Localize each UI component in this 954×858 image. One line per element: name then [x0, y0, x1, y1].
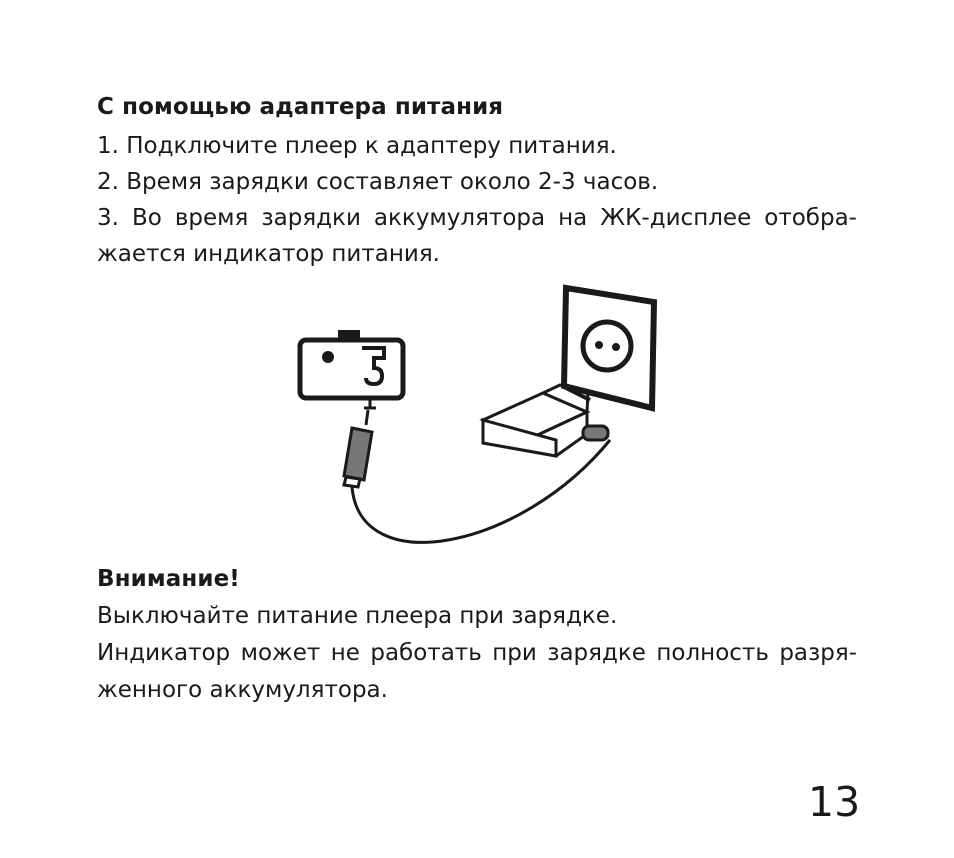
step-3: 3. Во время зарядки аккумулятора на ЖК-дисплее отобра- — [97, 205, 857, 231]
warning-line-3: женного аккумулятора. — [97, 677, 388, 703]
warning-line-1: Выключайте питание плеера при зарядке. — [97, 603, 618, 629]
power-adapter-icon — [483, 385, 608, 456]
cable-icon — [352, 440, 610, 542]
player-icon — [300, 330, 403, 398]
usb-plug-icon — [344, 398, 376, 487]
charging-illustration — [290, 280, 670, 560]
step-2: 2. Время зарядки составляет около 2-3 часов. — [97, 169, 659, 195]
section-heading-adapter: С помощью адаптера питания — [97, 94, 504, 120]
step-3-continued: жается индикатор питания. — [97, 241, 440, 267]
warning-line-2: Индикатор может не работать при зарядке полность разря- — [97, 640, 857, 666]
page-number: 13 — [808, 778, 861, 826]
section-heading-warning: Внимание! — [97, 566, 240, 592]
wall-socket-icon — [562, 288, 654, 408]
step-1: 1. Подключите плеер к адаптеру питания. — [97, 133, 617, 159]
